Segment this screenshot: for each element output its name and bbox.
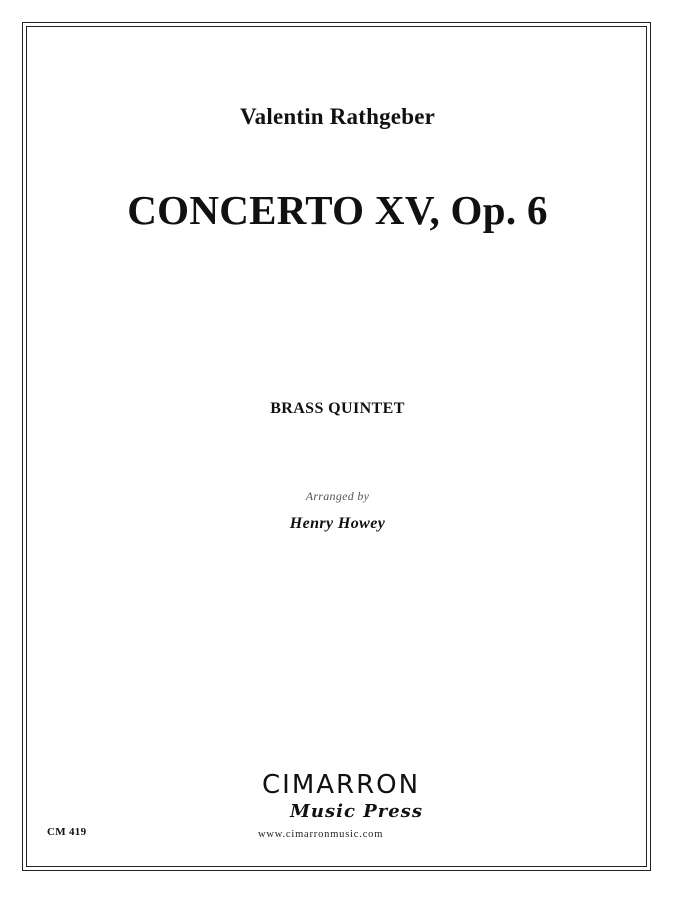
composer-name: Valentin Rathgeber [239,104,436,129]
arranged-by-label: Arranged by [305,489,370,503]
arranger-name: Henry Howey [289,515,386,532]
ensemble-label: BRASS QUINTET [270,400,405,417]
publisher-website: www.cimarronmusic.com [258,829,384,840]
publisher-logo-subtitle: Music Press [290,801,423,822]
catalog-number: CM 419 [47,826,87,838]
inner-border [26,26,647,867]
publisher-logo-wordmark: CIMARRON [262,770,421,800]
work-title: CONCERTO XV, Op. 6 [127,187,548,233]
